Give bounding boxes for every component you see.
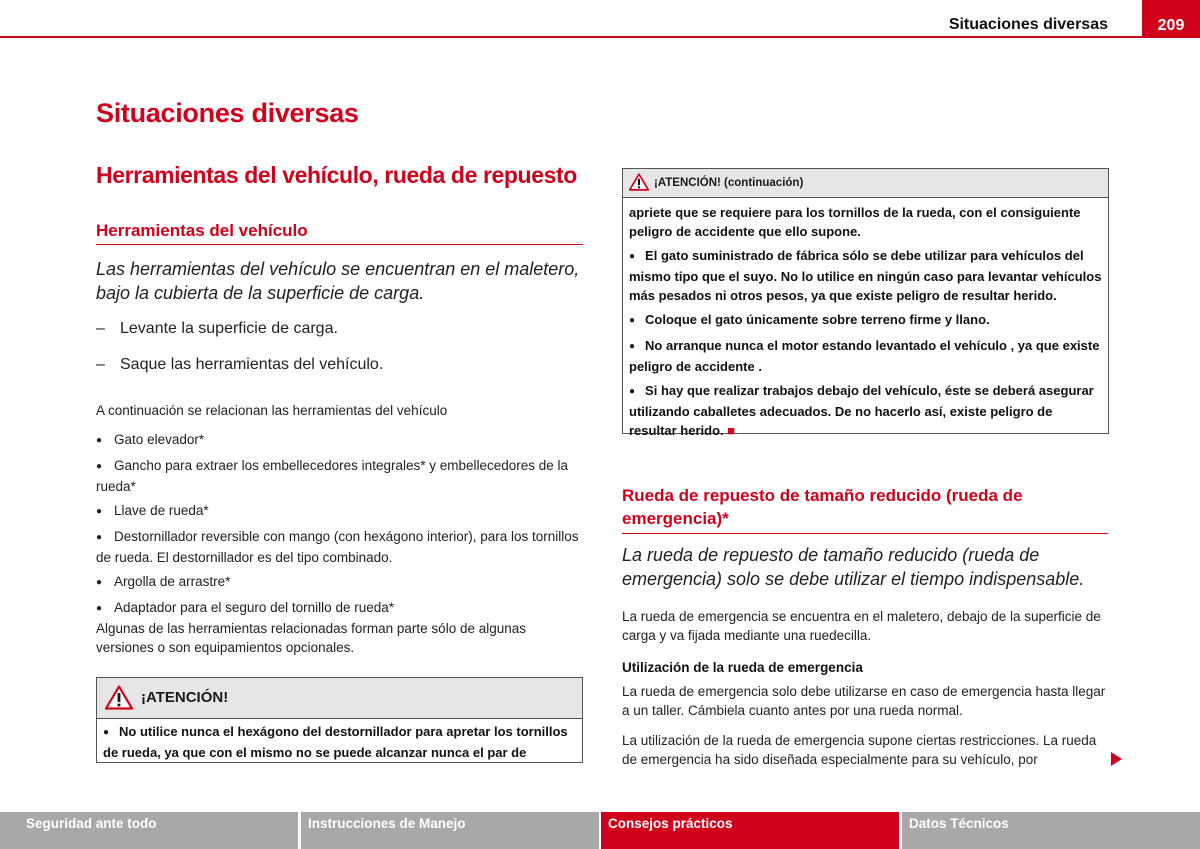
- step-dash: –: [96, 356, 105, 373]
- tools-intro: A continuación se relacionan las herramientas del vehículo: [96, 403, 448, 418]
- warning-item: ● No utilice nunca el hexágono del destornillador para apretar los tornillos de rueda, ya que con el mismo no se puede alcanzar nunca el par de: [103, 722, 576, 762]
- page-title: Situaciones diversas: [96, 98, 359, 128]
- warning-title: ¡ATENCIÓN! (continuación): [654, 177, 804, 189]
- tab-seguridad[interactable]: Seguridad ante todo: [0, 812, 298, 849]
- warning-body: [623, 198, 1108, 443]
- warning-body: [97, 719, 582, 765]
- step-2: [96, 356, 383, 374]
- subsection-heading-spare-wheel: Rueda de repuesto de tamaño reducido (rueda de emergencia)*: [622, 484, 1108, 534]
- running-header-title: Situaciones diversas: [948, 16, 1108, 33]
- warning-box-continued: [622, 168, 1109, 438]
- spare-wheel-location-text: La rueda de emergencia se encuentra en el maletero, debajo de la superficie de carga y va fijada mediante una ruedecilla.: [622, 609, 1101, 643]
- warning-item: [629, 381, 1102, 440]
- header-rule: [0, 36, 1200, 38]
- tools-list-item: ● Destornillador reversible con mango (con hexágono interior), para los tornillos de rueda. El destornillador es del tipo combinado.: [96, 527, 586, 567]
- warning-header: [97, 678, 582, 719]
- restrictions-paragraph: La utilización de la rueda de emergencia supone ciertas restricciones. La rueda de emergencia ha sido diseñada especialmente para su vehículo, por: [622, 733, 1097, 767]
- warning-title: ¡ATENCIÓN!: [141, 689, 229, 706]
- usage-heading: Utilización de la rueda de emergencia: [622, 660, 863, 675]
- tools-list: [96, 430, 586, 624]
- warning-item: ● Coloque el gato únicamente sobre terreno firme y llano.: [629, 310, 1102, 331]
- warning-item: ● No arranque nunca el motor estando levantado el vehículo , ya que existe peligro de accidente .: [629, 336, 1102, 376]
- tab-instrucciones[interactable]: Instrucciones de Manejo: [301, 812, 599, 849]
- warning-item: ● El gato suministrado de fábrica sólo se debe utilizar para vehículos del mismo tipo que el suyo. No lo utilice en ningún caso para levantar vehículos más pesados ni otros pesos, ya que existe peligro de resultar herido.: [629, 246, 1102, 305]
- warning-header: [623, 169, 1108, 198]
- section-heading: Herramientas del vehículo, rueda de repuesto: [96, 162, 577, 188]
- warning-triangle-icon: [105, 685, 133, 710]
- step-text: Saque las herramientas del vehículo.: [120, 356, 384, 373]
- lead-paragraph-spare-wheel: La rueda de repuesto de tamaño reducido (rueda de emergencia) solo se debe utilizar el tiempo indispensable.: [622, 545, 1085, 589]
- page-number: 209: [1142, 0, 1200, 38]
- next-page-arrow-icon: [1111, 752, 1122, 766]
- step-text: Levante la superficie de carga.: [120, 320, 338, 337]
- warning-box: [96, 677, 583, 763]
- tab-datos-tecnicos[interactable]: Datos Técnicos: [902, 812, 1200, 849]
- tools-note: Algunas de las herramientas relacionadas forman parte sólo de algunas versiones o son equipamientos opcionales.: [96, 621, 527, 655]
- tools-list-item: ● Llave de rueda*: [96, 501, 586, 522]
- tab-consejos-active[interactable]: Consejos prácticos: [601, 812, 899, 849]
- tools-list-item: ● Adaptador para el seguro del tornillo de rueda*: [96, 598, 586, 619]
- warning-triangle-icon: [629, 173, 649, 191]
- usage-paragraph: La rueda de emergencia solo debe utilizarse en caso de emergencia hasta llegar a un taller. Cámbiela cuanto antes por una rueda normal.: [622, 684, 1106, 718]
- end-of-section-mark: ■: [727, 423, 736, 438]
- warning-continuation-text: apriete que se requiere para los tornillos de la rueda, con el consiguiente peligro de accidente que ello supone.: [629, 205, 1081, 239]
- tools-list-item: ● Argolla de arrastre*: [96, 572, 586, 593]
- step-1: [96, 320, 338, 338]
- warning-item-text: Si hay que realizar trabajos debajo del vehículo, éste se deberá asegurar utilizando caballetes adecuados. De no hacerlo así, existe peligro de resultar herido.: [629, 383, 1094, 438]
- tools-list-item: ● Gancho para extraer los embellecedores integrales* y embellecedores de la rueda*: [96, 456, 586, 496]
- tools-list-item: ● Gato elevador*: [96, 430, 586, 451]
- step-dash: –: [96, 320, 105, 337]
- subsection-heading-tools: Herramientas del vehículo: [96, 221, 583, 245]
- lead-paragraph-tools: Las herramientas del vehículo se encuentran en el maletero, bajo la cubierta de la superficie de carga.: [96, 259, 580, 303]
